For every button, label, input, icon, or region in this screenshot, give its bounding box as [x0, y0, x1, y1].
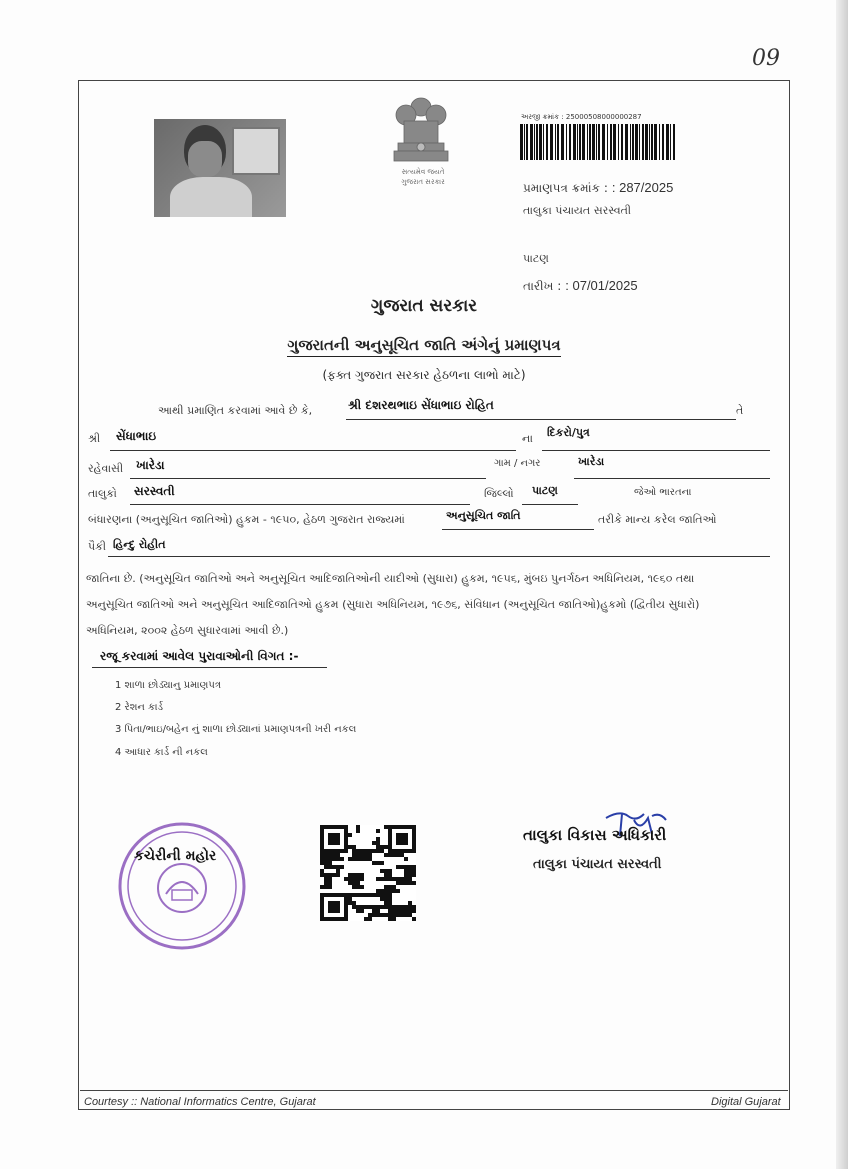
te-text: તે: [736, 404, 744, 417]
certificate-number-value: : 287/2025: [611, 180, 674, 195]
applicant-photo: [154, 119, 286, 217]
shri-label: શ્રી: [88, 432, 101, 445]
document-item: 4 આધાર કાર્ડ ની નકલ: [115, 747, 208, 758]
documents-title: રજૂ કરવામાં આવેલ પુરાવાઓની વિગત :-: [100, 649, 299, 663]
applicant-name: શ્રી દશરથભાઇ સેંધાભાઇ રોહિત: [348, 398, 494, 412]
recognized-text: તરીકે માન્ય કરેલ જાતિઓ: [598, 513, 717, 526]
resident-underline: [130, 478, 486, 479]
paragraph-line-3: અધિનિયમ, ૨૦૦૨ હેઠળ સુધારવામાં આવી છે.): [86, 624, 289, 637]
paragraph-line-2: અનુસૂચિત જાતિઓ અને અનુસૂચિત આદિજાતિઓ હુકમ (સુધારા અધિનિયમ, ૧૯૭૬, સંવિધાન (અનુસૂચિત જાતિઓ)હુકમો (દ્વિતીય સુધારો): [86, 598, 700, 611]
father-name-underline: [110, 450, 516, 451]
applicant-name-underline: [346, 419, 736, 420]
issue-date-row: [523, 278, 638, 294]
officer-title: તાલુકા વિકાસ અધિકારી: [523, 826, 667, 844]
barcode-icon: [520, 124, 676, 160]
certificate-number-row: [523, 180, 673, 196]
paragraph-line-1: જાતિના છે. (અનુસૂચિત જાતિઓ અને અનુસૂચિત આદિજાતિઓની યાદીઓ (સુધારા) હુકમ, ૧૯૫૬, મુંબઇ પુનર્ગઠન અધિનિયમ, ૧૯૬૦ તથા: [86, 572, 695, 585]
seal-label: કચેરીની મહોર: [134, 848, 217, 864]
village-value: ખારેડા: [578, 455, 605, 468]
certificate-subtitle: (ફક્ત ગુજરાત સરકાર હેઠળના લાભો માટે): [322, 368, 526, 382]
office-seal-icon: [116, 820, 248, 952]
taluka-label: તાલુકો: [88, 487, 117, 500]
relation-underline: [542, 450, 770, 451]
relation-value: દિકરો/પુત્ર: [547, 426, 590, 439]
footer-divider: [80, 1090, 788, 1091]
footer-brand: Digital Gujarat: [711, 1096, 781, 1108]
page-edge-shadow: [836, 0, 848, 1169]
taluka-underline: [130, 504, 470, 505]
constitution-text: બંધારણના (અનુસૂચિત જાતિઓ) હુકમ - ૧૯૫૦, હેઠળ ગુજરાત રાજ્યમાં: [88, 513, 405, 526]
legal-paragraph: [86, 566, 766, 644]
category-value: અનુસૂચિત જાતિ: [446, 509, 521, 522]
district-value: પાટણ: [532, 484, 558, 497]
category-underline: [442, 529, 594, 530]
district-label: જિલ્લો: [484, 487, 514, 500]
state-emblem-icon: [386, 93, 456, 169]
document-item: 2 રેશન કાર્ડ: [115, 702, 164, 713]
officer-office: તાલુકા પંચાયત સરસ્વતી: [533, 857, 662, 872]
resident-label: રહેવાસી: [88, 462, 124, 475]
government-heading: ગુજરાત સરકાર: [370, 296, 478, 316]
issuer-line: તાલુકા પંચાયત સરસ્વતી: [523, 204, 632, 217]
resident-value: ખારેડા: [136, 458, 165, 472]
issue-date-label: તારીખ :: [523, 279, 562, 293]
caste-value: હિન્દુ રોહીત: [113, 538, 166, 551]
documents-title-underline: [92, 667, 327, 668]
emblem-caption-government: ગુજરાત સરકાર: [401, 178, 445, 186]
document-item: 3 પિતા/ભાઇ/બહેન નું શાળા છોડ્યાનાં પ્રમાણપત્રની ખરી નકલ: [115, 724, 357, 735]
na-text: ના: [522, 432, 533, 445]
village-label: ગામ / નગર: [494, 458, 541, 469]
district-underline: [522, 504, 578, 505]
certificate-title: ગુજરાતની અનુસૂચિત જાતિ અંગેનું પ્રમાણપત્ર: [0, 336, 848, 354]
document-item: 1 શાળા છોડ્યાનુ પ્રમાણપત્ર: [115, 680, 221, 691]
issue-date-value: : 07/01/2025: [565, 278, 638, 293]
india-text: જેઓ ભારતના: [634, 487, 692, 498]
application-number: અરજી ક્રમાંક : 25000508000000287: [521, 113, 642, 121]
among-label: પૈકી: [88, 540, 107, 553]
certify-prefix: આથી પ્રમાણિત કરવામાં આવે છે કે,: [158, 404, 313, 417]
caste-underline: [108, 556, 770, 557]
qr-code-icon: [320, 825, 416, 921]
village-underline: [574, 478, 770, 479]
handwritten-page-number: 09: [752, 46, 780, 71]
father-name: સેંધાભાઇ: [116, 429, 157, 443]
issue-place: પાટણ: [523, 252, 549, 265]
emblem-caption-satyamev: સત્યમેવ જયતે: [401, 168, 445, 176]
taluka-value: સરસ્વતી: [134, 484, 175, 498]
certificate-number-label: પ્રમાણપત્ર ક્રમાંક :: [523, 181, 608, 195]
footer-courtesy: Courtesy :: National Informatics Centre, Gujarat: [84, 1096, 316, 1108]
